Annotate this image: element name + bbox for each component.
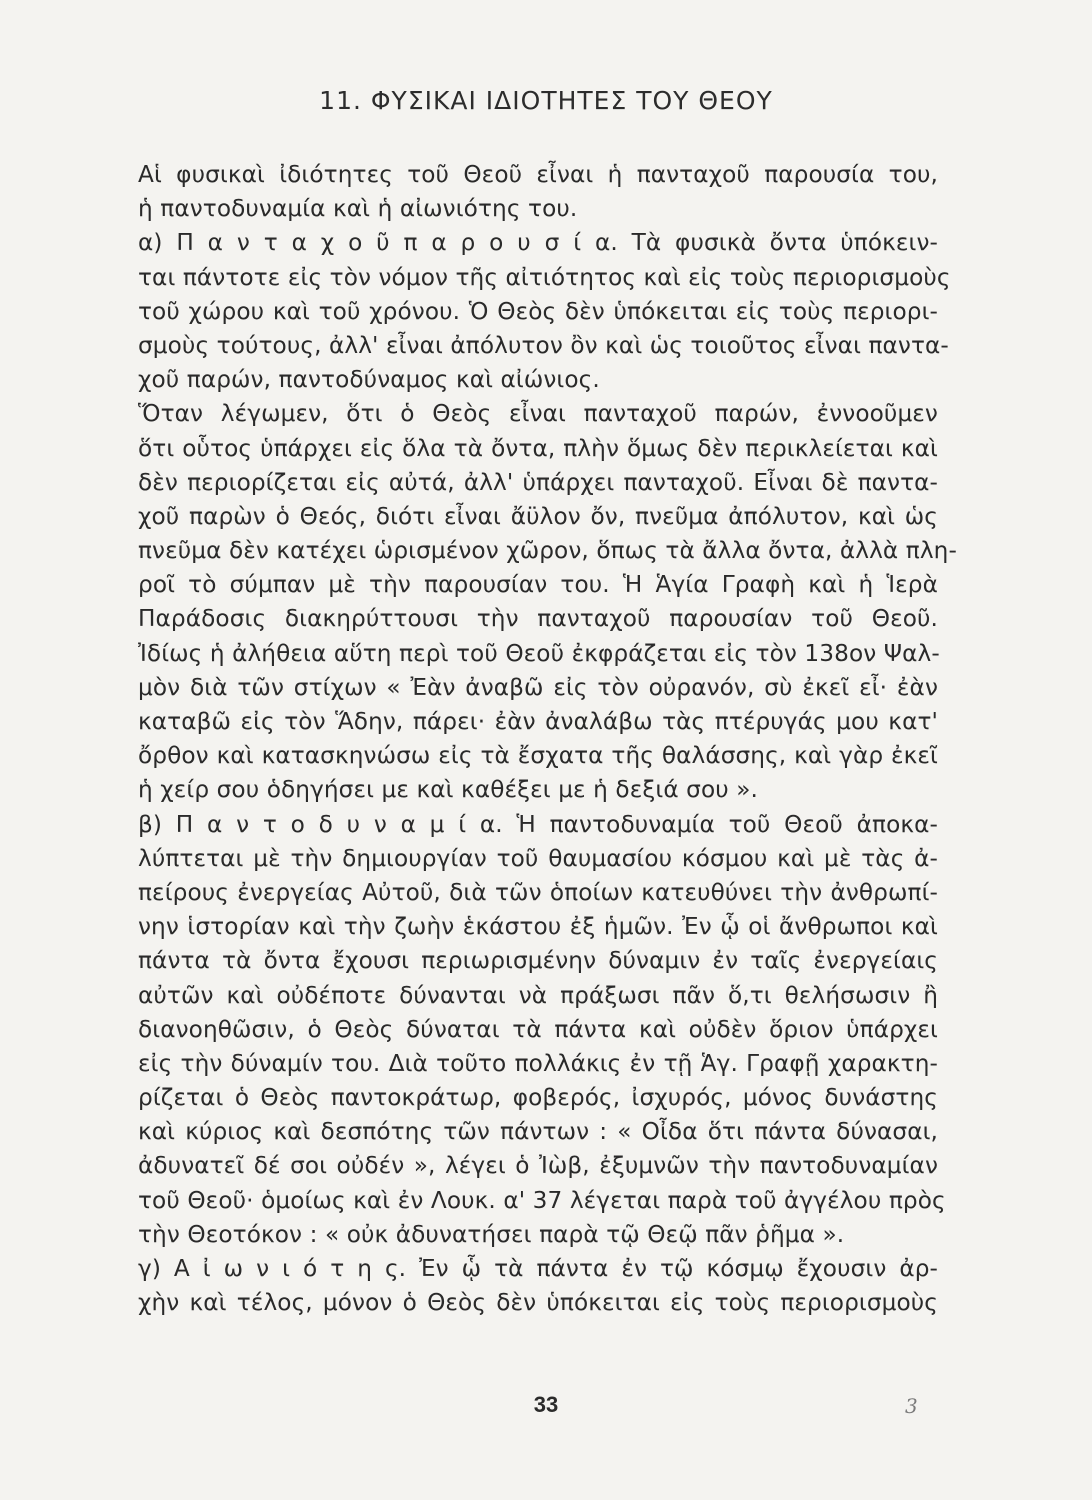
text-line: χοῦ παρών, παντοδύναμος καὶ αἰώνιος.	[138, 366, 600, 394]
text-line: ἀδυνατεῖ δέ σοι οὐδέν », λέγει ὁ Ἰὼβ, ἐξυμνῶν τὴν παντοδυναμίαν	[138, 1152, 938, 1180]
text-line: β) Π α ν τ ο δ υ ν α μ ί α. Ἡ παντοδυναμία τοῦ Θεοῦ ἀποκα-	[138, 810, 938, 838]
text-line: α) Π α ν τ α χ ο ῦ π α ρ ο υ σ ί α. Τὰ φυσικὰ ὄντα ὑπόκειν-	[138, 229, 938, 257]
text-line: εἰς τὴν δύναμίν του. Διὰ τοῦτο πολλάκις ἐν τῇ Ἁγ. Γραφῇ χαρακτη-	[138, 1049, 938, 1077]
page-number: 33	[533, 1392, 559, 1417]
text-line: ται πάντοτε εἰς τὸν νόμον τῆς αἰτιότητος καὶ εἰς τοὺς περιορισμοὺς	[138, 263, 951, 291]
body-text	[138, 158, 957, 1320]
text-line: καὶ κύριος καὶ δεσπότης τῶν πάντων : « Οἶδα ὅτι πάντα δύνασαι,	[138, 1118, 938, 1146]
text-line: πείρους ἐνεργείας Αὐτοῦ, διὰ τῶν ὁποίων κατευθύνει τὴν ἀνθρωπί-	[138, 878, 938, 906]
text-line: ρίζεται ὁ Θεὸς παντοκράτωρ, φοβερός, ἰσχυρός, μόνος δυνάστης	[138, 1084, 938, 1112]
text-line: Ὅταν λέγωμεν, ὅτι ὁ Θεὸς εἶναι πανταχοῦ παρών, ἐννοοῦμεν	[138, 400, 938, 428]
text-line: τοῦ Θεοῦ· ὁμοίως καὶ ἐν Λουκ. α' 37 λέγεται παρὰ τοῦ ἀγγέλου πρὸς	[138, 1186, 946, 1214]
text-line: πάντα τὰ ὄντα ἔχουσι περιωρισμένην δύναμιν ἐν ταῖς ἐνεργείαις	[138, 947, 938, 975]
text-line: καταβῶ εἰς τὸν Ἅδην, πάρει· ἐὰν ἀναλάβω τὰς πτέρυγάς μου κατ'	[138, 708, 938, 735]
text-line: πνεῦμα δὲν κατέχει ὡρισμένον χῶρον, ὅπως τὰ ἄλλα ὄντα, ἀλλὰ πλη-	[138, 537, 957, 565]
text-line: χοῦ παρὼν ὁ Θεός, διότι εἶναι ἄϋλον ὄν, πνεῦμα ἀπόλυτον, καὶ ὡς	[138, 502, 938, 530]
text-line: διανοηθῶσιν, ὁ Θεὸς δύναται τὰ πάντα καὶ οὐδὲν ὅριον ὑπάρχει	[138, 1015, 938, 1043]
text-line: ἡ παντοδυναμία καὶ ἡ αἰωνιότης του.	[138, 195, 578, 223]
text-line: Αἱ φυσικαὶ ἰδιότητες τοῦ Θεοῦ εἶναι ἡ πανταχοῦ παρουσία του,	[138, 161, 938, 188]
text-line: γ) Α ἰ ω ν ι ό τ η ς. Ἐν ᾧ τὰ πάντα ἐν τῷ κόσμῳ ἔχουσιν ἀρ-	[138, 1255, 938, 1282]
text-line: λύπτεται μὲ τὴν δημιουργίαν τοῦ θαυμασίου κόσμου καὶ μὲ τὰς ἀ-	[138, 844, 938, 872]
text-line: χὴν καὶ τέλος, μόνον ὁ Θεὸς δὲν ὑπόκειται εἰς τοὺς περιορισμοὺς	[138, 1289, 938, 1317]
text-line: τοῦ χώρου καὶ τοῦ χρόνου. Ὁ Θεὸς δὲν ὑπόκειται εἰς τοὺς περιορι-	[138, 297, 938, 325]
chapter-title: 11. ΦΥΣΙΚΑΙ ΙΔΙΟΤΗΤΕΣ ΤΟΥ ΘΕΟΥ	[319, 86, 773, 115]
text-line: μὸν διὰ τῶν στίχων « Ἐὰν ἀναβῶ εἰς τὸν οὐρανόν, σὺ ἐκεῖ εἶ· ἐὰν	[138, 673, 938, 701]
text-line: αὐτῶν καὶ οὐδέποτε δύνανται νὰ πράξωσι πᾶν ὅ,τι θελήσωσιν ἢ	[138, 981, 938, 1009]
text-line: νην ἱστορίαν καὶ τὴν ζωὴν ἑκάστου ἐξ ἡμῶν. Ἐν ᾧ οἱ ἄνθρωποι καὶ	[138, 913, 938, 941]
text-line: τὴν Θεοτόκον : « οὐκ ἀδυνατήσει παρὰ τῷ Θεῷ πᾶν ῥῆμα ».	[138, 1220, 845, 1248]
text-line: ροῖ τὸ σύμπαν μὲ τὴν παρουσίαν του. Ἡ Ἁγία Γραφὴ καὶ ἡ Ἱερὰ	[138, 571, 938, 599]
signature-mark: 3	[905, 1394, 918, 1418]
text-line: δὲν περιορίζεται εἰς αὐτά, ἀλλ' ὑπάρχει πανταχοῦ. Εἶναι δὲ παντα-	[138, 468, 938, 496]
text-line: ὅτι οὗτος ὑπάρχει εἰς ὅλα τὰ ὄντα, πλὴν ὅμως δὲν περικλείεται καὶ	[138, 434, 938, 462]
text-line: σμοὺς τούτους, ἀλλ' εἶναι ἀπόλυτον ὂν καὶ ὡς τοιοῦτος εἶναι παντα-	[138, 331, 949, 359]
text-line: ὄρθον καὶ κατασκηνώσω εἰς τὰ ἔσχατα τῆς θαλάσσης, καὶ γὰρ ἐκεῖ	[138, 742, 938, 770]
text-line: Ἰδίως ἡ ἀλήθεια αὕτη περὶ τοῦ Θεοῦ ἐκφράζεται εἰς τὸν 138ον Ψαλ-	[138, 639, 940, 667]
text-line: Παράδοσις διακηρύττουσι τὴν πανταχοῦ παρουσίαν τοῦ Θεοῦ.	[138, 605, 938, 633]
text-line: ἡ χείρ σου ὁδηγήσει με καὶ καθέξει με ἡ δεξιά σου ».	[138, 776, 759, 804]
